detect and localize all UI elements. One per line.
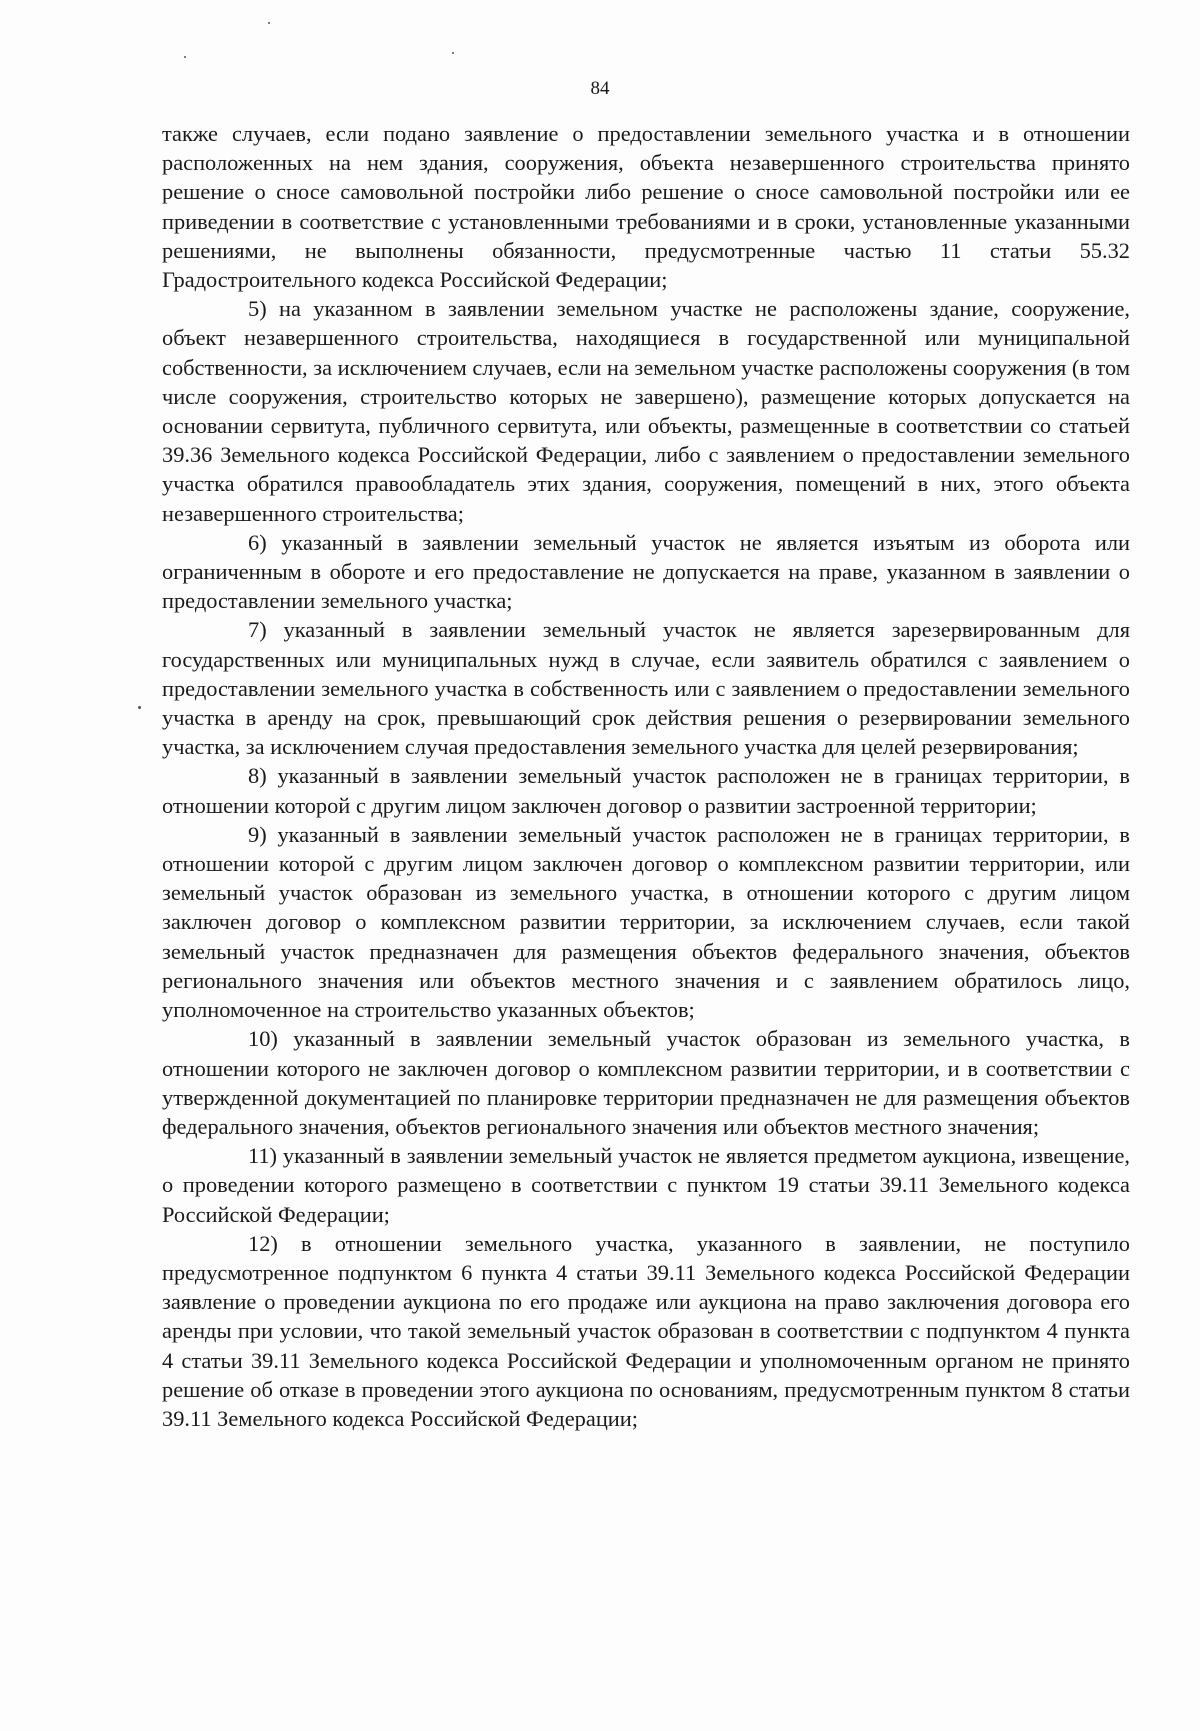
paragraph-continuation: также случаев, если подано заявление о предоставлении земельного участка и в отношении расположенных на нем здания, сооружения, объекта незавершенного строительства принято решение о сносе самовольной постройки либо решение о сносе самовольной постройки или ее приведении в соответствие с установленными требованиями и в сроки, установленные указанными решениями, не выполнены обязанности, предусмотренные частью 11 статьи 55.32 Градостроительного кодекса Российской Федерации; bbox=[162, 121, 1130, 293]
scan-speck bbox=[138, 706, 141, 709]
paragraph-item-7: 7) указанный в заявлении земельный участок не является зарезервированным для государственных или муниципальных нужд в случае, если заявитель обратился с заявлением о предоставлении земельного участка в собственность или с заявлением о предоставлении земельного участка в аренду на срок, превышающий срок действия решения о резервировании земельного участка, за исключением случая предоставления земельного участка для целей резервирования; bbox=[162, 617, 1130, 760]
page-number: 84 bbox=[590, 78, 610, 99]
paragraph-item-9: 9) указанный в заявлении земельный участок расположен не в границах территории, в отношении которой с другим лицом заключен договор о комплексном развитии территории, или земельный участок образован из земельного участка, в отношении которого с другим лицом заключен договор о комплексном развитии территории, за исключением случаев, если такой земельный участок предназначен для размещения объектов федерального значения, объектов регионального значения или объектов местного значения и с заявлением обратилось лицо, уполномоченное на строительство указанных объектов; bbox=[162, 821, 1130, 1023]
paragraph-item-5: 5) на указанном в заявлении земельном участке не расположены здание, сооружение, объект незавершенного строительства, находящиеся в государственной или муниципальной собственности, за исключением случаев, если на земельном участке расположены сооружения (в том числе сооружения, строительство которых не завершено), размещение которых допускается на основании сервитута, публичного сервитута, или объекты, размещенные в соответствии со статьей 39.36 Земельного кодекса Российской Федерации, либо с заявлением о предоставлении земельного участка обратился правообладатель этих здания, сооружения, помещений в них, этого объекта незавершенного строительства; bbox=[162, 296, 1130, 526]
paragraph-item-8: 8) указанный в заявлении земельный участок расположен не в границах территории, в отношении которой с другим лицом заключен договор о развитии застроенной территории; bbox=[162, 763, 1130, 818]
scan-speck bbox=[452, 52, 454, 54]
scan-speck bbox=[184, 56, 186, 58]
document-body bbox=[162, 119, 1130, 1433]
paragraph-item-12: 12) в отношении земельного участка, указанного в заявлении, не поступило предусмотренное подпунктом 6 пункта 4 статьи 39.11 Земельного кодекса Российской Федерации заявление о проведении аукциона по его продаже или аукциона на право заключения договора его аренды при условии, что такой земельный участок образован в соответствии с подпунктом 4 пункта 4 статьи 39.11 Земельного кодекса Российской Федерации и уполномоченным органом не принято решение об отказе в проведении этого аукциона по основаниям, предусмотренным пунктом 8 статьи 39.11 Земельного кодекса Российской Федерации; bbox=[162, 1230, 1130, 1431]
paragraph-item-11: 11) указанный в заявлении земельный участок не является предметом аукциона, извещение, о проведении которого размещено в соответствии с пунктом 19 статьи 39.11 Земельного кодекса Российской Федерации; bbox=[162, 1143, 1130, 1227]
paragraph-item-10: 10) указанный в заявлении земельный участок образован из земельного участка, в отношении которого не заключен договор о комплексном развитии территории, и в соответствии с утвержденной документацией по планировке территории предназначен не для размещения объектов федерального значения, объектов регионального значения или объектов местного значения; bbox=[162, 1026, 1130, 1139]
scan-speck bbox=[268, 22, 270, 24]
paragraph-item-6: 6) указанный в заявлении земельный участок не является изъятым из оборота или ограниченным в обороте и его предоставление не допускается на праве, указанном в заявлении о предоставлении земельного участка; bbox=[162, 529, 1130, 614]
